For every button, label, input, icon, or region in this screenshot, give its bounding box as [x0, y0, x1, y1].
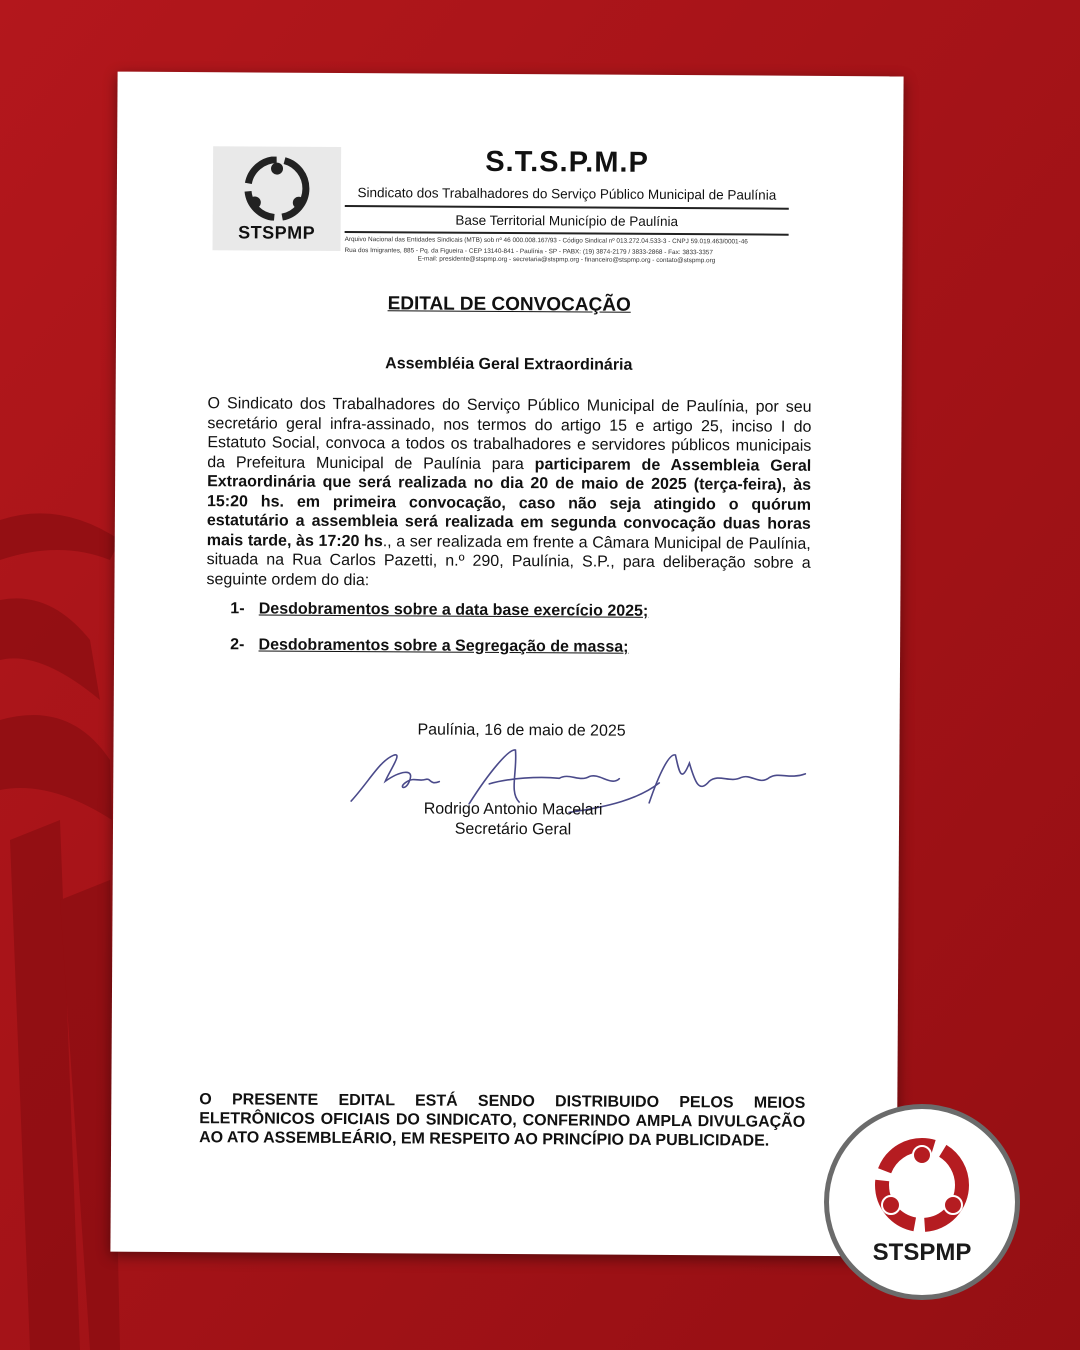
three-people-circle-icon — [869, 1135, 975, 1235]
badge-text: STSPMP — [872, 1239, 972, 1266]
union-badge — [824, 1104, 1020, 1300]
header-logo-text: STSPMP — [238, 222, 316, 243]
place-date: Paulínia, 16 de maio de 2025 — [417, 721, 626, 740]
registration-line: Arquivo Nacional das Entidades Sindicais (MTB) sob nº 46 000.008.167/93 - Código Sindical nº 013.272.04.533-3 - CNPJ 59.019.463/0001-46 — [344, 236, 748, 246]
body-paragraph — [206, 394, 811, 593]
item-text: Desdobramentos sobre a data base exercício 2025; — [258, 600, 649, 620]
distribution-notice: O PRESENTE EDITAL ESTÁ SENDO DISTRIBUIDO PELOS MEIOS ELETRÔNICOS OFICIAIS DO SINDICATO, CONFERINDO AMPLA DIVULGAÇÃO AO ATO ASSEMBLEÁRIO, EM RESPEITO AO PRINCÍPIO DA PUBLICIDADE. — [199, 1091, 806, 1150]
document-subtitle: Assembléia Geral Extraordinária — [385, 355, 633, 374]
signer-block — [113, 798, 899, 843]
org-name: Sindicato dos Trabalhadores do Serviço Público Municipal de Paulínia — [345, 185, 789, 210]
document-page — [110, 72, 903, 1257]
email-line: E-mail: presidente@stspmp.org - secretaria@stspmp.org - financeiro@stspmp.org - contato@stspmp.org — [417, 255, 716, 265]
three-people-circle-icon — [243, 156, 311, 220]
address-line: Rua dos Imigrantes, 885 - Pq. da Figueira - CEP 13140-841 - Paulínia - SP - PABX: (19) 3874-2179 / 3833-2868 - Fax: 3833-3357 — [344, 246, 713, 257]
list-item — [230, 600, 648, 621]
body-text-1: O Sindicato dos Trabalhadores do Serviço Público Municipal de Paulínia, por seu secretário geral infra-assinado, nos termos do artigo 15 e artigo 25, inciso I do Estatuto Social, convoca a todos os trabalhadores e servidores públicos municipais da Prefeitura Municipal de Paulínia para — [207, 395, 812, 473]
header-logo — [213, 146, 342, 251]
item-text: Desdobramentos sobre a Segregação de massa; — [258, 636, 629, 656]
signer-role: Secretário Geral — [454, 820, 572, 839]
body-text-2: ., a ser realizada em frente a Câmara Municipal de Paulínia, situada na Rua Carlos Pazetti, n.º 290, Paulínia, S.P., para deliberação sobre a seguinte ordem do dia: — [206, 532, 811, 589]
body-text-bold: participarem de Assembleia Geral Extraordinária que será realizada no dia 20 de maio de 2025 (terça-feira), às 15:20 hs. em primeira convocação, caso não seja atingido o quórum estatutário a assembleia será realizada em segunda convocação duas horas mais tarde, às 17:20 hs — [206, 455, 812, 550]
letterhead — [344, 145, 789, 266]
item-number: 1- — [230, 600, 245, 618]
list-item — [230, 636, 648, 657]
org-abbreviation: S.T.S.P.M.P — [485, 145, 649, 179]
agenda-list — [230, 600, 648, 675]
org-base: Base Territorial Município de Paulínia — [345, 212, 789, 236]
document-title: EDITAL DE CONVOCAÇÃO — [387, 293, 631, 316]
signer-name: Rodrigo Antonio Macelari — [423, 800, 603, 819]
item-number: 2- — [230, 636, 245, 654]
